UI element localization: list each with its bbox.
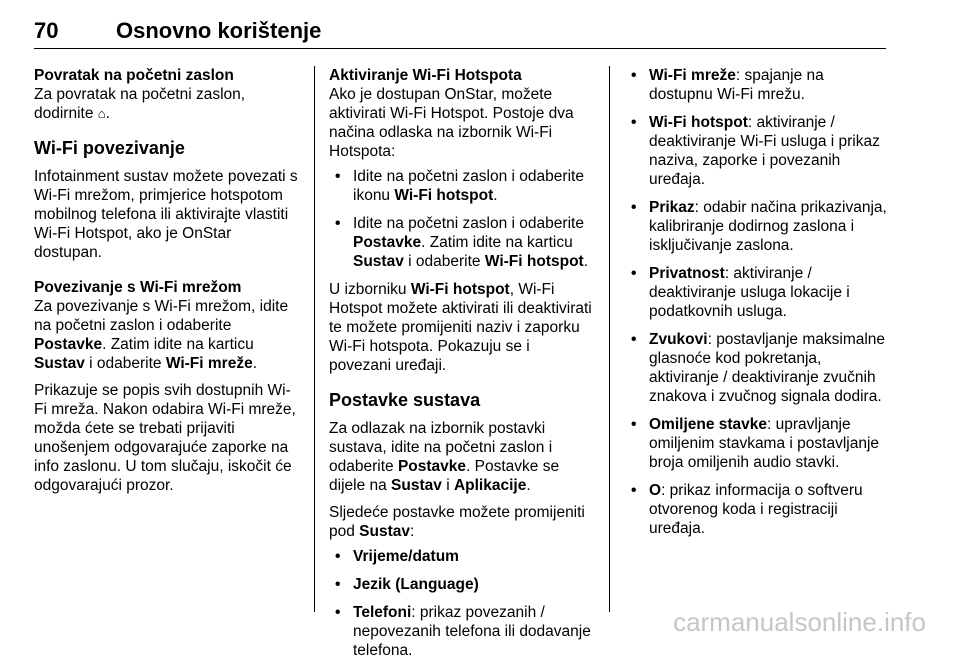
settings-text: Za odlazak na izbornik postavki sustava, idite na početni zaslon i odaberite Postavke. Postavke se dijele na Sustav i Aplikacije. (329, 420, 560, 494)
list-item: • O: prikaz informacija o softveru otvorenog koda i registraciji uređaja. (625, 481, 887, 538)
column-divider (609, 66, 610, 612)
connect-heading: Povezivanje s Wi-Fi mrežom (34, 279, 242, 296)
list-item: • Zvukovi: postavljanje maksimalne glasnoće kod pokretanja, aktiviranje / deaktiviranje zvučnih znakova i zvučnog signala dodira. (625, 330, 887, 406)
list-item: • Wi-Fi mreže: spajanje na dostupnu Wi-Fi mrežu. (625, 66, 887, 104)
connect-paragraph-2: Prikazuje se popis svih dostupnih Wi-Fi mreža. Nakon odabira Wi-Fi mreže, možda ćete se trebati prijaviti unošenjem odgovarajuće zaporke na info zaslonu. U tom slučaju, iskočit će odgovarajući prozor. (34, 382, 296, 494)
column-right (625, 66, 887, 547)
hotspot-menu-text: U izborniku Wi-Fi hotspot, Wi-Fi Hotspot možete aktivirati ili deaktivirati te možete promijeniti naziv i zaporku Wi-Fi hotspota. Pokazuju se i povezani uređaji. (329, 281, 592, 374)
list-item: • Idite na početni zaslon i odaberite Postavke. Zatim idite na karticu Sustav i odaberite Wi-Fi hotspot. (329, 214, 595, 271)
page-number: 70 (34, 18, 59, 43)
settings-heading: Postavke sustava (329, 390, 481, 410)
list-item: • Wi-Fi hotspot: aktiviranje / deaktiviranje Wi-Fi usluga i prikaz naziva, zaporke i povezanih uređaja. (625, 113, 887, 189)
connect-paragraph-1: Za povezivanje s Wi-Fi mrežom, idite na početni zaslon i odaberite Postavke. Zatim idite na karticu Sustav i odaberite Wi-Fi mreže. (34, 298, 289, 372)
list-item: • Jezik (Language) (329, 575, 595, 594)
home-icon: ⌂ (97, 106, 106, 121)
column-divider (314, 66, 315, 612)
hotspot-heading: Aktiviranje Wi-Fi Hotspota (329, 67, 522, 84)
home-heading: Povratak na početni zaslon (34, 67, 234, 84)
list-item: • Idite na početni zaslon i odaberite ikonu Wi-Fi hotspot. (329, 167, 595, 205)
column-middle (329, 66, 595, 669)
list-item: • Prikaz: odabir načina prikazivanja, kalibriranje dodirnog zaslona i isključivanje zaslona. (625, 198, 887, 255)
list-item: • Privatnost: aktiviranje / deaktiviranje usluga lokacije i podatkovnih usluga. (625, 264, 887, 321)
list-item: • Vrijeme/datum (329, 547, 595, 566)
watermark: carmanualsonline.info (673, 607, 926, 637)
page-header (34, 18, 886, 49)
wifi-text: Infotainment sustav možete povezati s Wi-Fi mrežom, primjerice hotspotom mobilnog telefona ili aktivirajte vlastiti Wi-Fi Hotspot, ako je OnStar dostupan. (34, 168, 298, 261)
hotspot-text: Ako je dostupan OnStar, možete aktivirati Wi-Fi Hotspot. Postoje dva načina odlaska na izbornik Wi-Fi Hotspota: (329, 86, 574, 160)
home-text: Za povratak na početni zaslon, dodirnite ⌂. (34, 86, 246, 122)
following-text: Sljedeće postavke možete promijeniti pod Sustav: (329, 504, 585, 540)
settings-list-continued (625, 66, 887, 538)
hotspot-list (329, 167, 595, 271)
list-item: • Telefoni: prikaz povezanih / nepovezanih telefona ili dodavanje telefona. (329, 603, 595, 660)
settings-list (329, 547, 595, 660)
wifi-heading: Wi-Fi povezivanje (34, 138, 185, 158)
column-left (34, 66, 300, 495)
chapter-title: Osnovno korištenje (116, 18, 322, 43)
list-item: • Omiljene stavke: upravljanje omiljenim stavkama i postavljanje broja omiljenih audio stavki. (625, 415, 887, 472)
